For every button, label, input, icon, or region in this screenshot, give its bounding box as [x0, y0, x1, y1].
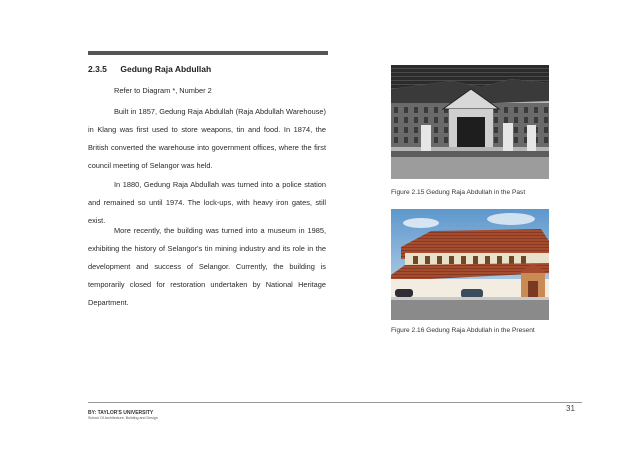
section-heading	[88, 64, 211, 74]
reference-text: Refer to Diagram *, Number 2	[114, 86, 212, 95]
paragraph-3-text: More recently, the building was turned into a museum in 1985, exhibiting the history of Selangor's tin mining industry and its role in the development and success of Selangor. Currently, the building is temporarily closed for restoration undertaken by National Heritage Department.	[88, 226, 326, 307]
paragraph-2-text: In 1880, Gedung Raja Abdullah was turned into a police station and remained so until 1974. The lock-ups, with heavy iron gates, still exist.	[88, 180, 326, 225]
present-building-image	[391, 209, 549, 320]
section-number: 2.3.5	[88, 64, 107, 74]
footer-school: School Of Architecture, Building and Design	[88, 416, 158, 420]
section-title: Gedung Raja Abdullah	[120, 64, 212, 74]
footer-rule	[88, 402, 582, 403]
paragraph-1	[88, 103, 326, 175]
paragraph-3	[88, 222, 326, 312]
page-number: 31	[566, 404, 575, 413]
figure-present-caption: Figure 2.16 Gedung Raja Abdullah in the Present	[391, 327, 535, 334]
figure-past-photo	[391, 65, 549, 179]
paragraph-1-text: Built in 1857, Gedung Raja Abdullah (Raja Abdullah Warehouse) in Klang was first used to store weapons, tin and food. In 1874, the British converted the warehouse into government offices, where the first council meeting of Selangor was held.	[88, 107, 326, 170]
footer-institution: BY: TAYLOR'S UNIVERSITY	[88, 410, 154, 416]
past-building-image	[391, 65, 549, 179]
figure-past-caption: Figure 2.15 Gedung Raja Abdullah in the Past	[391, 189, 526, 196]
reference-line	[88, 82, 326, 100]
figure-present-photo	[391, 209, 549, 320]
top-rule	[88, 51, 328, 55]
